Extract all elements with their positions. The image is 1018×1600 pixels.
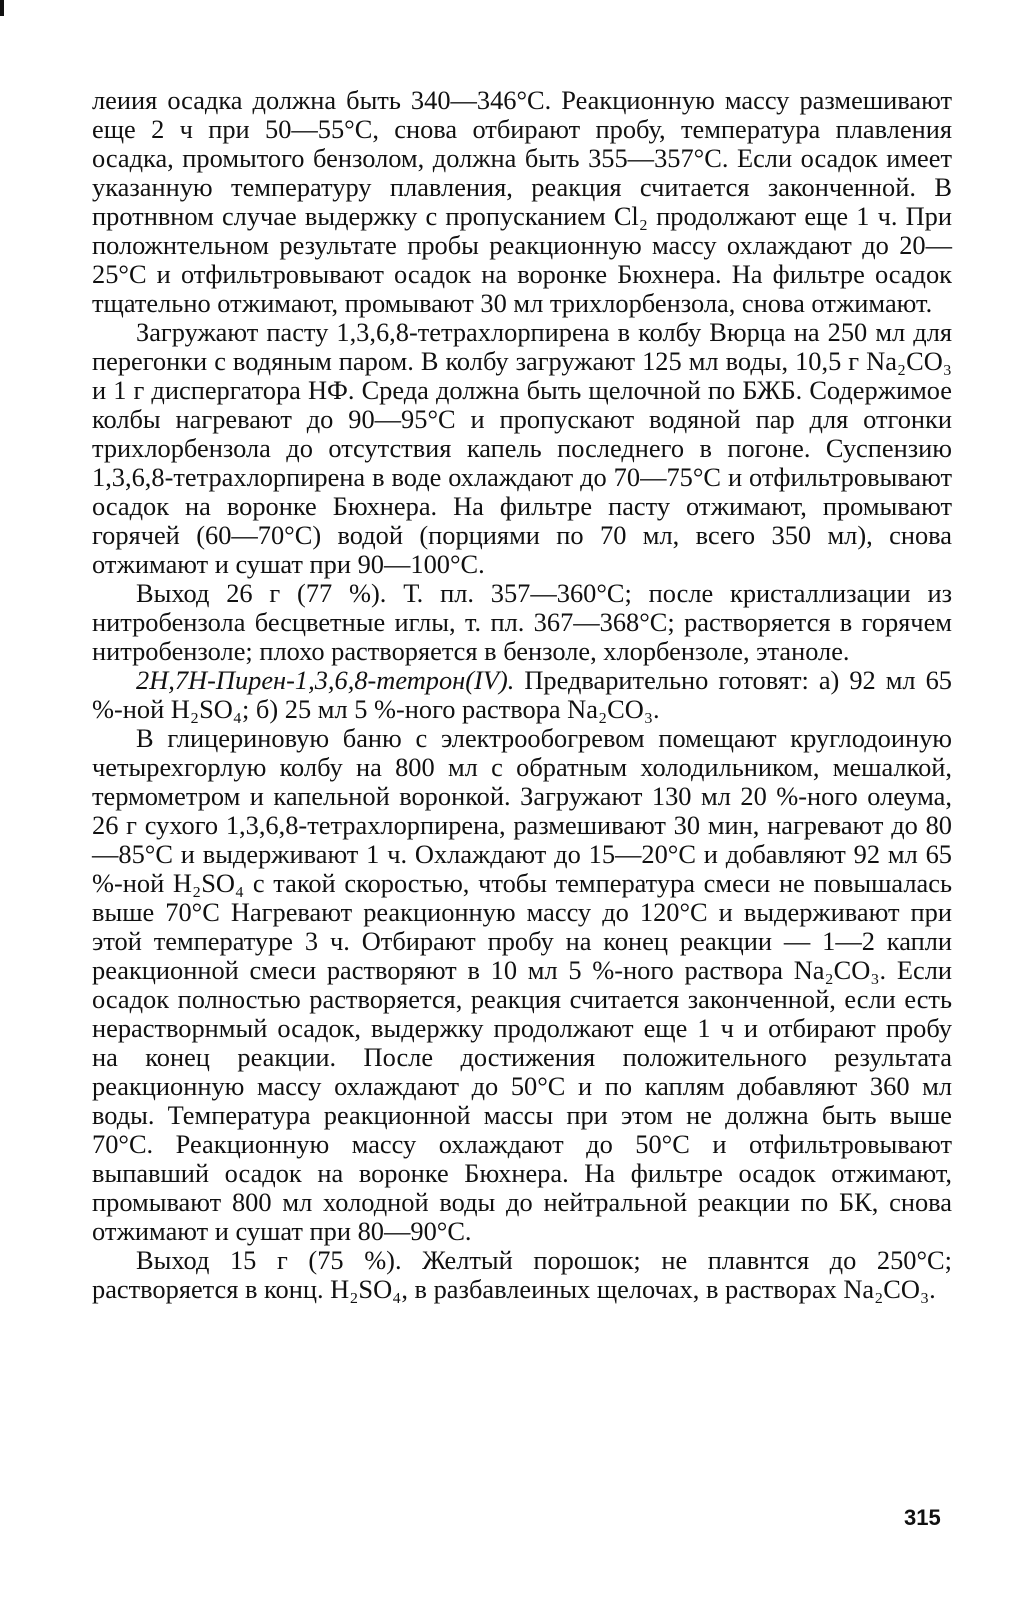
page-number: 315 [904,1505,941,1530]
paragraph-steam-distillation: Загружают пасту 1,3,6,8-тетрахлорпирена в колбу Вюрца на 250 мл для перегонки с водяным паром. В колбу загружают 125 мл воды, 10,5 г Na₂CO₃ и 1 г диспергатора НФ. Среда должна быть щелочной по БЖБ. Содержимое колбы нагревают до 90—95°С и пропускают водяной пар для отгонки трихлорбензола до отсутствия капель последнего в погоне. Суспензию 1,3,6,8-тетрахлорпирена в воде охлаждают до 70—75°С и отфильтровывают осадок на воронке Бюхнера. На фильтре пасту отжимают, промывают горячей (60—70°С) водой (порциями по 70 мл, всего 350 мл), снова отжимают и сушат при 90—100°С. [92,317,952,579]
page-text-body [92,86,952,1304]
page-edge-mark [0,0,4,16]
paragraph-compound-heading [92,666,952,724]
paragraph-procedure: В глицериновую баню с электрообогревом помещают круглодоиную четырехгорлую колбу на 800 мл с обратным холодильником, мешалкой, термометром и капельной воронкой. Загружают 130 мл 20 %-ного олеума, 26 г сухого 1,3,6,8-тетрахлорпирена, размешивают 30 мин, нагревают до 80—85°С и выдерживают 1 ч. Охлаждают до 15—20°С и добавляют 92 мл 65 %-ной H₂SO₄ с такой скоростью, чтобы температура смеси не повышалась выше 70°С Нагревают реакционную массу до 120°С и выдерживают при этой температуре 3 ч. Отбирают пробу на конец реакции — 1—2 капли реакционной смеси растворяют в 10 мл 5 %-ного раствора Na₂CO₃. Если осадок полностью растворяется, реакция считается законченной, если есть нерастворнмый осадок, выдержку продолжают еще 1 ч и отбирают пробу на конец реакции. После достижения положительного результата реакционную массу охлаждают до 50°С и по каплям добавляют 360 мл воды. Температура реакционной массы при этом не должна быть выше 70°С. Реакционную массу охлаждают до 50°С и отфильтровывают выпавший осадок на воронке Бюхнера. На фильтре осадок отжимают, промывают 800 мл холодной воды до нейтральной реакции по БК, снова отжимают и сушат при 80—90°С. [92,723,952,1246]
paragraph-chlorination-end: леиия осадка должна быть 340—346°С. Реакционную массу размешивают еще 2 ч при 50—55°С, снова отбирают пробу, температура плавления осадка, промытого бензолом, должна быть 355—357°С. Если осадок имеет указанную температуру плавления, реакция считается законченной. В протнвном случае выдержку с пропусканием Cl₂ продолжают еще 1 ч. При положнтельном результате пробы реакционную массу охлаждают до 20—25°С и отфильтровывают осадок на воронке Бюхнера. На фильтре осадок тщательно отжимают, промывают 30 мл трихлорбензола, снова отжимают. [92,85,952,318]
compound-preparation-text: Предварительно готовят: а) 92 мл 65 %-ной H₂SO₄; б) 25 мл 5 %-ного раствора Na₂CO₃. [92,665,952,724]
compound-name: 2H,7H-Пирен-1,3,6,8-тетрон(IV). [136,665,515,695]
paragraph-yield-tetrone: Выход 15 г (75 %). Желтый порошок; не плавнтся до 250°С; растворяется в конц. H₂SO₄, в разбавлеиных щелочах, в растворах Na₂CO₃. [92,1245,952,1304]
paragraph-yield-tetrachloropyrene: Выход 26 г (77 %). Т. пл. 357—360°С; после кристаллизации из нитробензола бесцветные иглы, т. пл. 367—368°С; растворяется в горячем нитробензоле; плохо растворяется в бензоле, хлорбензоле, этаноле. [92,578,952,666]
